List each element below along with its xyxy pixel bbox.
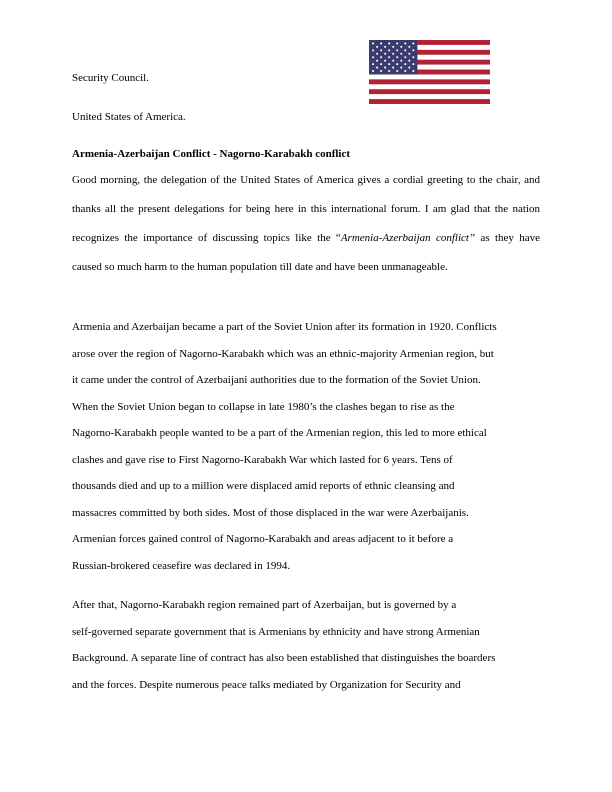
- text-line: Nagorno-Karabakh people wanted to be a part of the Armenian region, this led to more ethical: [72, 427, 487, 439]
- flag-star: [372, 63, 374, 65]
- flag-star: [384, 46, 386, 48]
- flag-star: [400, 67, 402, 69]
- opening-paragraph: [72, 166, 540, 282]
- flag-star: [400, 60, 402, 62]
- flag-star: [396, 49, 398, 51]
- flag-star: [388, 70, 390, 72]
- country-name: United States of America.: [72, 111, 186, 123]
- topic-quote-italic: Armenia-Azerbaijan conflict”: [340, 232, 476, 245]
- flag-star: [408, 67, 410, 69]
- text-line: it came under the control of Azerbaijani authorities due to the formation of the Soviet Union.: [72, 374, 481, 386]
- flag-star: [400, 46, 402, 48]
- text-line: clashes and gave rise to First Nagorno-Karabakh War which lasted for 6 years. Tens of: [72, 453, 453, 466]
- text-line: massacres committed by both sides. Most of those displaced in the war were Azerbaijanis.: [72, 506, 469, 519]
- flag-star: [392, 46, 394, 48]
- flag-star: [396, 70, 398, 72]
- flag-stripe: [369, 74, 490, 79]
- flag-star: [392, 67, 394, 69]
- flag-star: [384, 53, 386, 55]
- flag-star: [388, 56, 390, 58]
- flag-star: [412, 63, 414, 65]
- flag-star: [412, 70, 414, 72]
- flag-star: [372, 42, 374, 44]
- flag-stripe: [369, 84, 490, 89]
- flag-star: [404, 49, 406, 51]
- flag-star: [384, 67, 386, 69]
- text-line: When the Soviet Union began to collapse in late 1980’s the clashes began to rise as the: [72, 400, 455, 413]
- flag-stripe: [369, 89, 490, 94]
- flag-star: [388, 63, 390, 65]
- flag-star: [396, 63, 398, 65]
- text-line: thousands died and up to a million were displaced amid reports of ethnic cleansing and: [72, 480, 455, 492]
- flag-star: [376, 53, 378, 55]
- flag-star: [380, 56, 382, 58]
- opening-text-start: Good morning, the delegation of the United States of America gives a cordial greeting to the chair, and thanks all the present delegations for being here in this international forum. I am glad that the nation recognizes the importance of discussing topics like the “: [72, 174, 540, 245]
- flag-star: [388, 49, 390, 51]
- flag-star: [376, 60, 378, 62]
- flag-star: [380, 70, 382, 72]
- committee-name: Security Council.: [72, 72, 149, 84]
- opening-text-end: as they have caused so much harm to the human population till date and have been unmanageable.: [72, 232, 540, 274]
- text-line: Russian-brokered ceasefire was declared in 1994.: [72, 559, 291, 572]
- flag-stripe: [369, 94, 490, 99]
- text-line: self-governed separate government that is Armenians by ethnicity and have strong Armenian: [72, 625, 480, 638]
- flag-star: [380, 49, 382, 51]
- flag-star: [380, 42, 382, 44]
- flag-star: [376, 67, 378, 69]
- text-line: arose over the region of Nagorno-Karabakh which was an ethnic-majority Armenian region, but: [72, 347, 494, 360]
- flag-star: [408, 46, 410, 48]
- flag-star: [404, 63, 406, 65]
- flag-star: [388, 42, 390, 44]
- flag-star: [392, 53, 394, 55]
- topic-title: Armenia-Azerbaijan Conflict - Nagorno-Karabakh conflict: [72, 148, 351, 160]
- flag-star: [404, 56, 406, 58]
- flag-star: [392, 60, 394, 62]
- flag-star: [396, 56, 398, 58]
- flag-star: [412, 42, 414, 44]
- flag-star: [396, 42, 398, 44]
- text-line: Armenia and Azerbaijan became a part of the Soviet Union after its formation in 1920. Conflicts: [72, 321, 497, 333]
- flag-star: [380, 63, 382, 65]
- flag-canton: [369, 40, 417, 74]
- text-line: Background. A separate line of contract has also been established that distinguishes the boarders: [72, 652, 496, 664]
- flag-star: [376, 46, 378, 48]
- us-flag-image: [369, 40, 490, 104]
- flag-star: [408, 60, 410, 62]
- flag-star: [372, 56, 374, 58]
- flag-star: [404, 42, 406, 44]
- flag-star: [404, 70, 406, 72]
- flag-star: [412, 49, 414, 51]
- text-line: After that, Nagorno-Karabakh region remained part of Azerbaijan, but is governed by a: [72, 599, 457, 611]
- flag-star: [408, 53, 410, 55]
- text-line: and the forces. Despite numerous peace talks mediated by Organization for Security and: [72, 678, 461, 691]
- flag-star: [372, 70, 374, 72]
- flag-star: [400, 53, 402, 55]
- text-line: Armenian forces gained control of Nagorno-Karabakh and areas adjacent to it before a: [72, 533, 454, 545]
- flag-stripe: [369, 99, 490, 104]
- flag-stripe: [369, 79, 490, 84]
- flag-star: [384, 60, 386, 62]
- flag-star: [412, 56, 414, 58]
- flag-star: [372, 49, 374, 51]
